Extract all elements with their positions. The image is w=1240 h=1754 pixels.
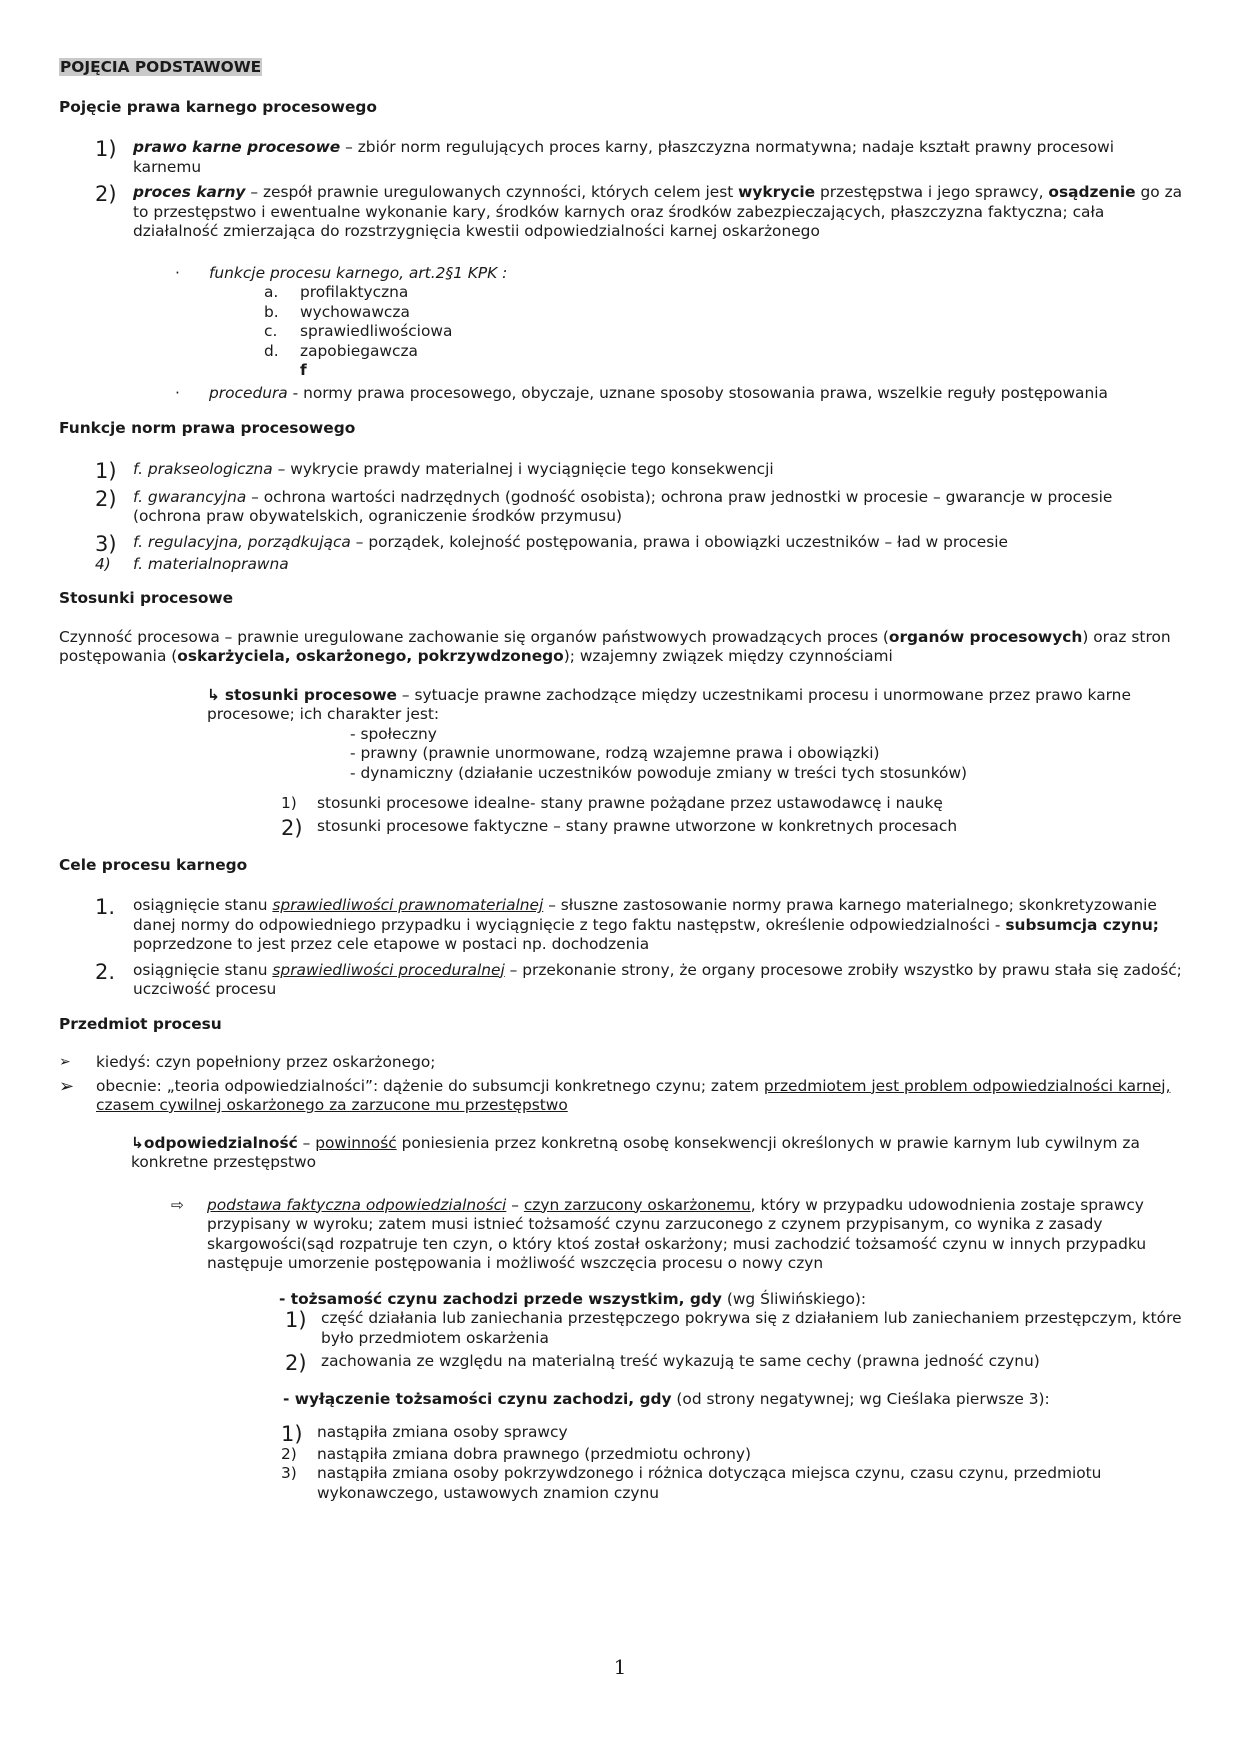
list-item: 3) f. regulacyjna, porządkująca – porządek, kolejność postępowania, prawa i obowiązki uczestników – ład w procesie	[95, 531, 1008, 556]
list-item: 2) stosunki procesowe faktyczne – stany prawne utworzone w konkretnych procesach	[281, 815, 958, 840]
letter-item: d. zapobiegawcza	[264, 341, 418, 360]
triangle-bullet-icon: ➢	[59, 1075, 75, 1097]
letter-item: f	[300, 361, 307, 379]
list-item: 2) zachowania ze względu na materialną treść wykazują te same cechy (prawna jedność czynu)	[285, 1351, 1040, 1375]
section-heading: Pojęcie prawa karnego procesowego	[59, 97, 377, 116]
bullet-icon: ·	[175, 383, 180, 402]
hollow-arrow-item: ⇨ podstawa faktyczna odpowiedzialności – czyn zarzucony oskarżonemu, który w przypadku udowodnienia zostaje sprawcy przypisany w wyroku; zatem musi istnieć tożsamość czynu zarzuconego z czynem przypisanym, co wynika z zasady skargowości(sąd rozpatruje ten czyn, o który ktoś został oskarżony; musi zachodzić tożsamość czynu w innych przypadku następuje umorzenie postępowania i możliwość wszczęcia procesu o nowy czyn	[171, 1195, 1147, 1272]
letter-item: c. sprawiedliwościowa	[264, 322, 453, 340]
arrow-icon: ↳	[131, 1133, 144, 1152]
bullet-icon: ·	[175, 263, 180, 282]
bullet-text: funkcje procesu karnego, art.2§1 KPK :	[209, 263, 508, 282]
list-item: 2) f. gwarancyjna – ochrona wartości nadrzędnych (godność osobista); ochrona praw jednostki w procesie – gwarancje w procesie (ochrona praw obywatelskich, ograniczenie środków przymusu)	[95, 486, 1113, 525]
section-heading: Funkcje norm prawa procesowego	[59, 419, 356, 437]
doc-title: POJĘCIA PODSTAWOWE	[60, 58, 262, 76]
list-item: 2. osiągnięcie stanu sprawiedliwości proceduralnej – przekonanie strony, że organy procesowe zrobiły wszystko by prawu stała się zadość; uczciwość procesu	[95, 959, 1182, 998]
letter-list	[59, 283, 1184, 381]
list-item: 1. osiągnięcie stanu sprawiedliwości prawnomaterialnej – słuszne zastosowanie normy prawa karnego materialnego; skonkretyzowanie danej normy do odpowiedniego przypadku i wyciągnięcie z tego faktu następstw, określenie odpowiedzialności - subsumcja czynu; poprzedzone to jest przez cele etapowe w postaci np. dochodzenia	[95, 895, 1159, 953]
letter-item: b. wychowawcza	[264, 302, 410, 321]
item-text: prawo karne procesowe – zbiór norm regulujących proces karny, płaszczyzna normatywna; nadaje kształt prawny procesowi karnemu	[133, 138, 1114, 176]
section-heading: Stosunki procesowe	[59, 589, 234, 607]
subheading: - wyłączenie tożsamości czynu zachodzi, gdy (od strony negatywnej; wg Cieślaka pierwsze 3):	[283, 1390, 1050, 1408]
triangle-bullet-item: ➢ kiedyś: czyn popełniony przez oskarżonego;	[59, 1053, 436, 1071]
bullet-text: procedura - normy prawa procesowego, obyczaje, uznane sposoby stosowania prawa, wszelkie reguły postępowania	[209, 383, 1108, 402]
sub-point-text: ↳ stosunki procesowe – sytuacje prawne zachodzące między uczestnikami procesu i unormowane przez prawo karne procesowe; ich charakter jest:	[207, 685, 1131, 723]
subheading: - tożsamość czynu zachodzi przede wszystkim, gdy (wg Śliwińskiego):	[279, 1289, 867, 1308]
letter-item: a. profilaktyczna	[264, 283, 409, 301]
document-page	[59, 58, 1184, 1503]
dash-list	[59, 725, 1184, 784]
list-item: 1) stosunki procesowe idealne- stany prawne pożądane przez ustawodawcę i naukę	[281, 794, 943, 812]
triangle-bullet-icon: ➢	[59, 1054, 71, 1070]
paragraph: Czynność procesowa – prawnie uregulowane zachowanie się organów państwowych prowadzących proces (organów procesowych) oraz stron postępowania (oskarżyciela, oskarżonego, pokrzywdzonego); wzajemny związek między czynnościami	[59, 627, 1171, 665]
list-item: 1) część działania lub zaniechania przestępczego pokrywa się z działaniem lub zaniechaniem przestępczym, które było przedmiotem oskarżenia	[285, 1308, 1182, 1347]
bullet-item	[59, 264, 1184, 284]
list-item	[59, 138, 1184, 177]
dash-item: - społeczny	[350, 724, 437, 743]
list-item: 2) nastąpiła zmiana dobra prawnego (przedmiotu ochrony)	[281, 1444, 751, 1463]
page-number: 1	[613, 1655, 627, 1679]
bullet-item	[59, 384, 1184, 404]
list-item: 3) nastąpiła zmiana osoby pokrzywdzonego i różnica dotycząca miejsca czynu, czasu czynu, przedmiotu wykonawczego, ustawowych znamion czynu	[281, 1464, 1102, 1502]
list-item: 1) f. prakseologiczna – wykrycie prawdy materialnej i wyciągnięcie tego konsekwencji	[95, 458, 774, 483]
item-text: proces karny – zespół prawnie uregulowanych czynności, których celem jest wykrycie przestępstwa i jego sprawcy, osądzenie go za to przestępstwo i ewentualne wykonanie kary, środków karnych oraz środków zabezpieczających, płaszczyzna faktyczna; cała działalność zmierzająca do rozstrzygnięcia kwestii odpowiedzialności karnej oskarżonego	[133, 183, 1183, 240]
dash-item: - dynamiczny (działanie uczestników powoduje zmiany w treści tych stosunków)	[350, 763, 968, 782]
sub-point	[59, 686, 1184, 725]
item-number: 1)	[95, 137, 117, 161]
hollow-arrow-icon: ⇨	[171, 1195, 184, 1214]
section-heading: Przedmiot procesu	[59, 1014, 222, 1033]
item-number: 2)	[95, 182, 117, 206]
list-item: 1) nastąpiła zmiana osoby sprawcy	[281, 1421, 568, 1446]
section-heading: Cele procesu karnego	[59, 855, 248, 874]
definition-paragraph: ↳odpowiedzialność – powinność poniesienia przez konkretną osobę konsekwencji określonych w prawie karnym lub cywilnym za konkretne przestępstwo	[131, 1133, 1140, 1171]
list-item: 4) f. materialnoprawna	[95, 554, 289, 573]
list-item	[59, 183, 1184, 242]
dash-item: - prawny (prawnie unormowane, rodzą wzajemne prawa i obowiązki)	[350, 744, 880, 762]
arrow-icon: ↳	[207, 685, 220, 704]
triangle-bullet-item: ➢ obecnie: „teoria odpowiedzialności”: dążenie do subsumcji konkretnego czynu; zatem przedmiotem jest problem odpowiedzialności karnej, czasem cywilnej oskarżonego za zarzucone mu przestępstwo	[59, 1075, 1171, 1114]
